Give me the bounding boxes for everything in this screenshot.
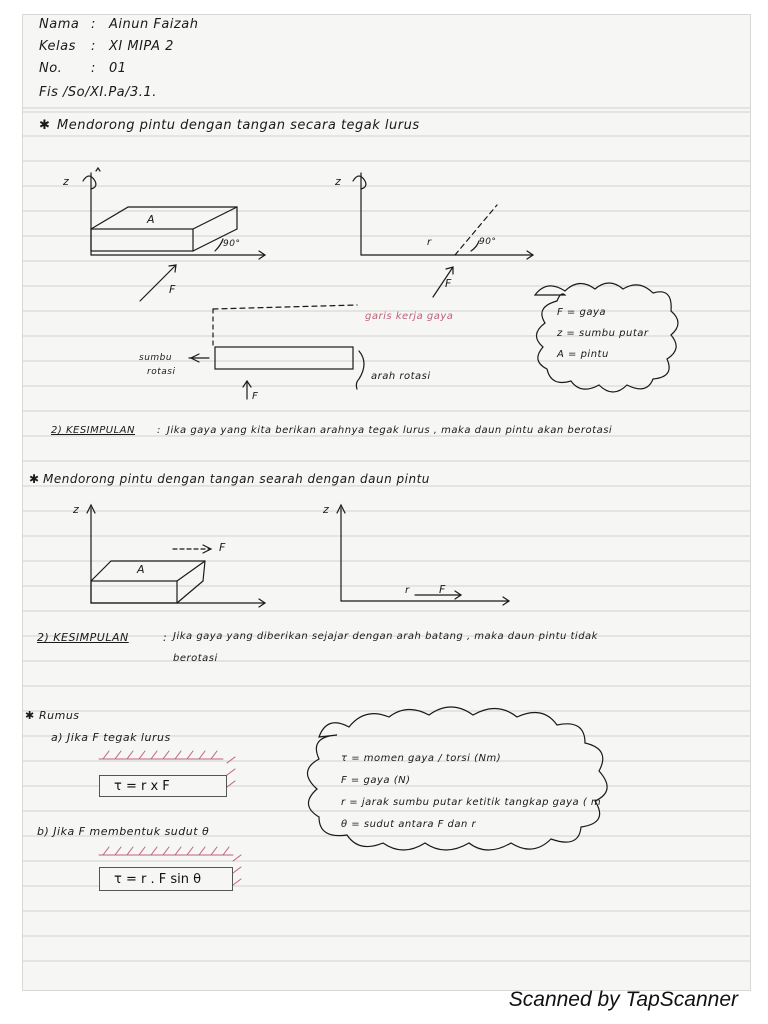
- door-diagram-perpendicular-right: [353, 173, 533, 297]
- conclusion2-line2: berotasi: [173, 653, 218, 664]
- axis-label-2: rotasi: [147, 367, 176, 377]
- box-a-label: A: [147, 213, 156, 226]
- conclusion1-prefix: 2) KESIMPULAN: [51, 425, 135, 436]
- axis-z-label: z: [335, 175, 342, 188]
- formula-b: τ = r . F sin θ: [114, 871, 202, 887]
- door-diagram-parallel-right: [337, 505, 509, 605]
- rotation-direction-label: arah rotasi: [371, 371, 431, 382]
- axis-z-label: z: [73, 503, 80, 516]
- axis-z-label: z: [63, 175, 70, 188]
- legend-force: F = gaya (N): [341, 775, 411, 786]
- angle-label: 90°: [479, 237, 497, 247]
- kelas-value: XI MIPA 2: [109, 39, 174, 54]
- legend-distance: r = jarak sumbu putar ketitik tangkap gaya ( m: [341, 797, 602, 808]
- colon: :: [91, 39, 96, 54]
- angle-label: 90°: [223, 239, 241, 249]
- notebook-page: [22, 14, 751, 991]
- axis-label-1: sumbu: [139, 353, 173, 363]
- colon: :: [91, 61, 96, 76]
- nama-label: Nama: [39, 17, 80, 32]
- section2-title: Mendorong pintu dengan tangan searah dengan daun pintu: [43, 472, 430, 486]
- rumus-a-label: a) Jika F tegak lurus: [51, 731, 171, 744]
- door-diagram-parallel-left: [87, 505, 265, 607]
- conclusion2-line1: Jika gaya yang diberikan sejajar dengan arah batang , maka daun pintu tidak: [173, 631, 598, 642]
- box-a-label: A: [137, 563, 146, 576]
- legend-z: z = sumbu putar: [557, 328, 649, 339]
- door-diagram-perpendicular-left: [83, 168, 265, 301]
- door-top-view: [189, 305, 364, 399]
- no-value: 01: [109, 61, 127, 76]
- force-label: F: [439, 583, 446, 596]
- doc-code: Fis /So/XI.Pa/3.1.: [39, 85, 157, 100]
- axis-z-label: z: [323, 503, 330, 516]
- line-of-action-label: garis kerja gaya: [365, 311, 454, 322]
- asterisk-icon: ✱: [39, 118, 51, 133]
- force-label: F: [219, 541, 226, 554]
- r-label: r: [405, 585, 410, 596]
- scanner-watermark: Scanned by TapScanner: [508, 988, 738, 1011]
- r-label: r: [427, 237, 432, 248]
- conclusion2-prefix: 2) KESIMPULAN: [37, 631, 129, 644]
- force-label: F: [169, 283, 176, 296]
- no-label: No.: [39, 61, 63, 76]
- nama-value: Ainun Faizah: [109, 17, 199, 32]
- legend-angle: θ = sudut antara F dan r: [341, 819, 477, 830]
- kelas-label: Kelas: [39, 39, 76, 54]
- section1-title: Mendorong pintu dengan tangan secara tegak lurus: [57, 118, 420, 133]
- asterisk-icon: ✱: [25, 709, 35, 722]
- formula-hatching: [99, 751, 241, 885]
- force-label: F: [445, 277, 452, 290]
- rumus-title: Rumus: [39, 709, 80, 722]
- legend-a: A = pintu: [557, 349, 609, 360]
- formula-a: τ = r x F: [114, 778, 170, 794]
- formula-a-box: [99, 775, 227, 797]
- colon: :: [157, 425, 161, 436]
- sketch-drawings: [23, 15, 750, 990]
- asterisk-icon: ✱: [29, 472, 40, 486]
- rumus-b-label: b) Jika F membentuk sudut θ: [37, 825, 210, 838]
- force-label: F: [252, 391, 259, 402]
- conclusion1-text: Jika gaya yang kita berikan arahnya tegak lurus , maka daun pintu akan berotasi: [167, 425, 613, 436]
- legend-torque: τ = momen gaya / torsi (Nm): [341, 753, 502, 764]
- colon: :: [163, 631, 168, 644]
- formula-b-box: [99, 867, 233, 891]
- colon: :: [91, 17, 96, 32]
- legend-f: F = gaya: [557, 307, 607, 318]
